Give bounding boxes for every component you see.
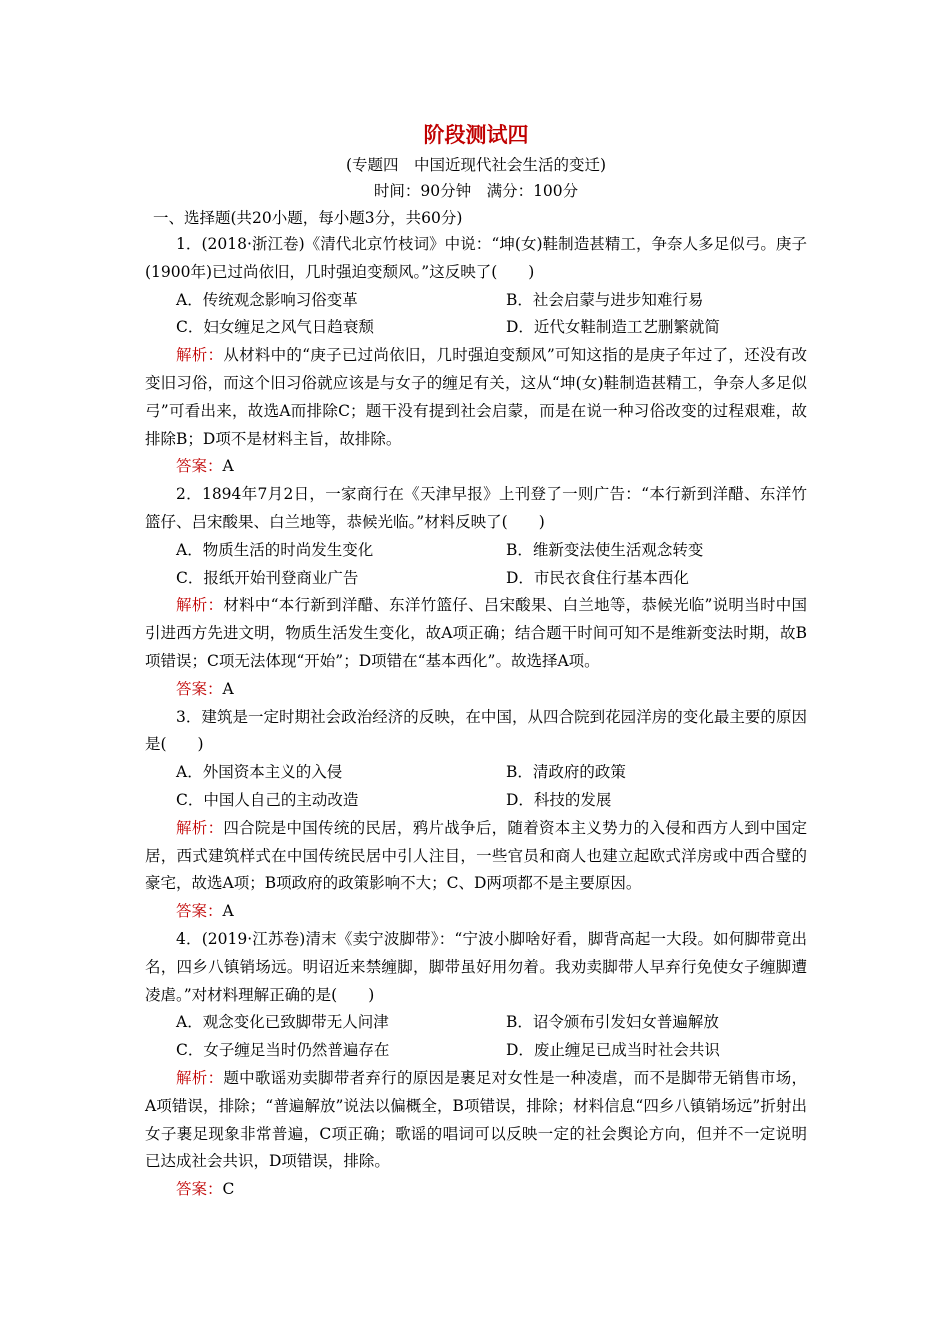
option-b: B．清政府的政策	[506, 763, 626, 782]
analysis-text: 题中歌谣劝卖脚带者弃行的原因是裹足对女性是一种凌虐，而不是脚带无销售市场，A项错误，排除；“普遍解放”说法以偏概全，B项错误，排除；材料信息“四乡八镇销场远”折射出女子裹足现象非常普遍，C项正确；歌谣的唱词可以反映一定的社会舆论方向，但并不一定说明已达成社会共识，D项错误，排除。	[145, 1068, 807, 1171]
option-b: B．诏令颁布引发妇女普遍解放	[506, 1013, 719, 1032]
option-d: D．废止缠足已成当时社会共识	[506, 1041, 720, 1060]
option-b: B．维新变法使生活观念转变	[506, 540, 704, 559]
document-content	[145, 118, 807, 1204]
options-grid	[145, 1009, 807, 1065]
options-grid	[145, 759, 807, 815]
analysis-text: 材料中“本行新到洋醋、东洋竹篮仔、吕宋酸果、白兰地等，恭候光临”说明当时中国引进西方先进文明，物质生活发生变化，故A项正确；结合题干时间可知不是维新变法时期，故B项错误；C项无法体现“开始”；D项错在“基本西化”。故选择A项。	[145, 596, 807, 670]
options-grid	[145, 287, 807, 343]
analysis	[145, 1065, 807, 1176]
answer-value: A	[222, 457, 234, 476]
question-stem: 2．1894年7月2日，一家商行在《天津早报》上刊登了一则广告：“本行新到洋醋、东洋竹篮仔、吕宋酸果、白兰地等，恭候光临。”材料反映了( )	[145, 485, 807, 531]
option-c: C．报纸开始刊登商业广告	[176, 568, 359, 587]
answer-value: A	[222, 679, 234, 698]
option-a: A．外国资本主义的入侵	[176, 763, 343, 782]
option-a: A．传统观念影响习俗变革	[176, 290, 358, 309]
option-d: D．科技的发展	[506, 790, 612, 809]
analysis	[145, 342, 807, 453]
answer	[145, 676, 807, 704]
option-d: D．近代女鞋制造工艺删繁就简	[506, 318, 720, 337]
answer-label: 答案：	[176, 1180, 223, 1199]
options-grid	[145, 537, 807, 593]
question-stem: 4．(2019·江苏卷)清末《卖宁波脚带》：“宁波小脚啥好看，脚背高起一大段。如何脚带竟出名，四乡八镇销场远。明诏近来禁缠脚，脚带虽好用勿着。我劝卖脚带人早弃行免使女子缠脚遭凌虐。”对材料理解正确的是( )	[145, 929, 807, 1004]
page-title: 阶段测试四	[423, 122, 529, 147]
analysis	[145, 815, 807, 898]
analysis-text: 从材料中的“庚子已过尚依旧，几时强迫变颓风”可知这指的是庚子年过了，还没有改变旧习俗，而这个旧习俗就应该是与女子的缠足有关，这从“坤(女)鞋制造甚精工，争奈人多足似弓”可看出来，故选A而排除C；题干没有提到社会启蒙，而是在说一种习俗改变的过程艰难，故排除B；D项不是材料主旨，故排除。	[145, 346, 807, 448]
question-stem: 1．(2018·浙江卷)《清代北京竹枝词》中说：“坤(女)鞋制造甚精工，争奈人多足似弓。庚子(1900年)已过尚依旧，几时强迫变颓风。”这反映了( )	[145, 235, 807, 281]
answer	[145, 898, 807, 926]
page-subtitle: (专题四 中国近现代社会生活的变迁)	[345, 156, 607, 174]
answer-value: C	[222, 1180, 235, 1199]
analysis	[145, 592, 807, 675]
answer	[145, 1176, 807, 1204]
answer-label: 答案：	[176, 902, 223, 921]
question-block	[145, 926, 807, 1204]
analysis-text: 四合院是中国传统的民居，鸦片战争后，随着资本主义势力的入侵和西方人到中国定居，西式建筑样式在中国传统民居中引人注目，一些官员和商人也建立起欧式洋房或中西合璧的豪宅，故选A项；B项政府的政策影响不大；C、D两项都不是主要原因。	[145, 818, 807, 893]
option-a: A．物质生活的时尚发生变化	[176, 540, 374, 559]
analysis-label: 解析：	[176, 596, 224, 615]
time-info: 时间：90分钟 满分：100分	[373, 182, 579, 200]
option-c: C．女子缠足当时仍然普遍存在	[176, 1041, 390, 1060]
question-stem: 3．建筑是一定时期社会政治经济的反映，在中国，从四合院到花园洋房的变化最主要的原因是( )	[145, 707, 807, 754]
analysis-label: 解析：	[176, 1068, 224, 1087]
answer-value: A	[222, 902, 234, 921]
question-block	[145, 704, 807, 926]
option-c: C．妇女缠足之风气日趋衰颓	[176, 318, 374, 337]
analysis-label: 解析：	[176, 818, 224, 837]
option-b: B．社会启蒙与进步知难行易	[506, 290, 704, 309]
option-c: C．中国人自己的主动改造	[176, 790, 359, 809]
analysis-label: 解析：	[176, 346, 224, 365]
question-block	[145, 231, 807, 481]
option-a: A．观念变化已致脚带无人问津	[176, 1013, 389, 1032]
option-d: D．市民衣食住行基本西化	[506, 568, 689, 587]
answer	[145, 453, 807, 481]
section-heading: 一、选择题(共20小题，每小题3分，共60分)	[153, 209, 463, 227]
answer-label: 答案：	[176, 679, 223, 698]
question-block	[145, 481, 807, 703]
answer-label: 答案：	[176, 457, 223, 476]
